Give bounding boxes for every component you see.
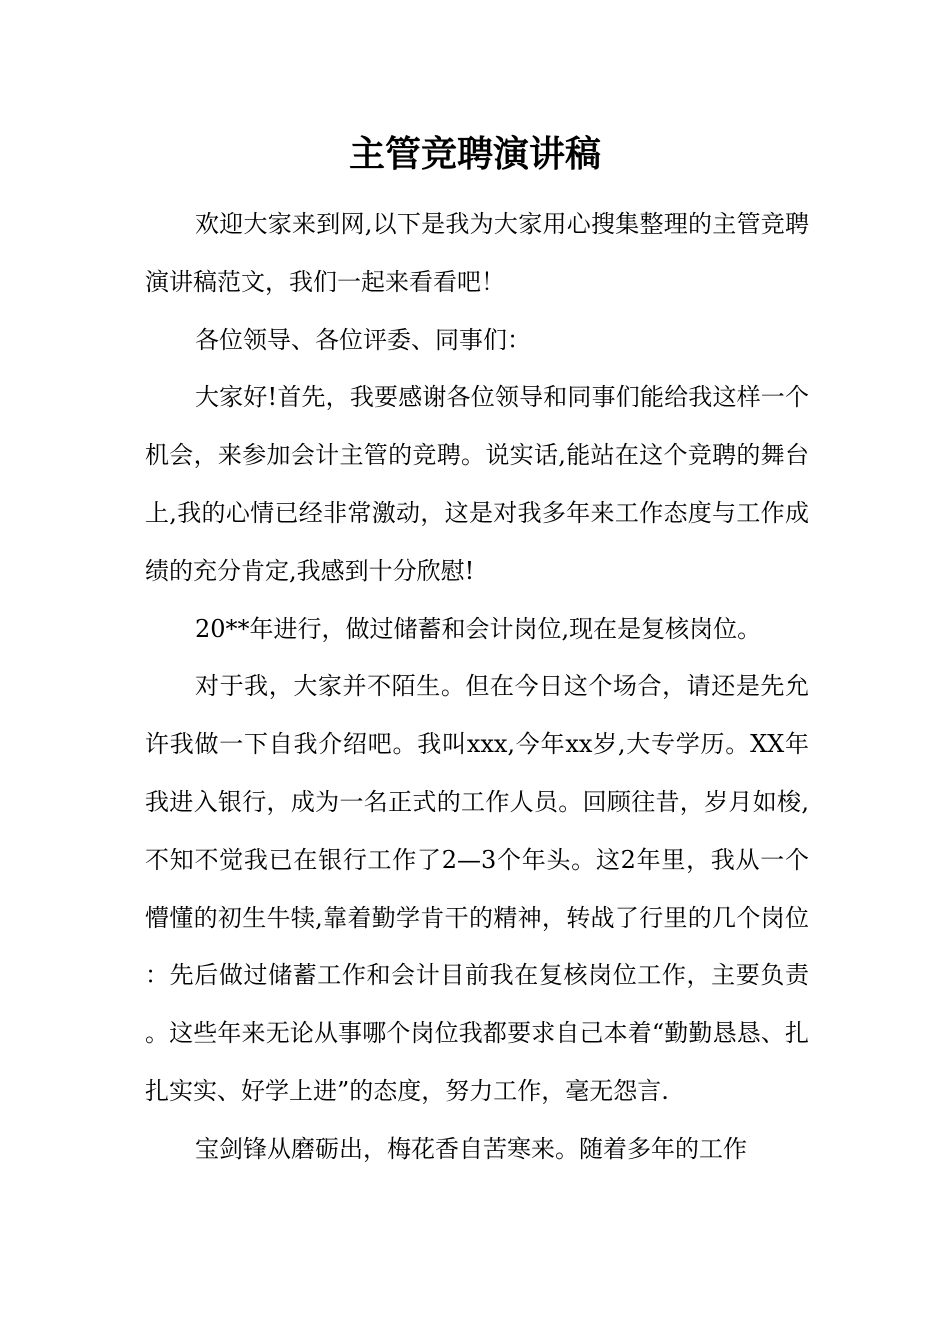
- document-title: 主管竞聘演讲稿: [348, 133, 601, 175]
- paragraph-proverb: 宝剑锋从磨砺出，梅花香自苦寒来。随着多年的工作: [195, 1134, 747, 1163]
- paragraph-position: 20**年进行，做过储蓄和会计岗位,现在是复核岗位。: [195, 614, 762, 643]
- paragraph-salutation: 各位领导、各位评委、同事们：: [195, 325, 531, 354]
- paragraph-greeting: 大家好!首先，我要感谢各位领导和同事们能给我这样一个机会，来参加会计主管的竞聘。说实话,能站在这个竞聘的舞台上,我的心情已经非常激动，这是对我多年来工作态度与工作成绩的充分肯定,我感到十分欣慰!: [145, 383, 809, 585]
- document-body: [145, 196, 809, 1179]
- paragraph-welcome: 欢迎大家来到网,以下是我为大家用心搜集整理的主管竞聘演讲稿范文，我们一起来看看吧！: [145, 210, 809, 296]
- paragraph-self-introduction: 对于我，大家并不陌生。但在今日这个场合，请还是先允许我做一下自我介绍吧。我叫xxx,今年xx岁,大专学历。XX年我进入银行，成为一名正式的工作人员。回顾往昔，岁月如梭,不知不觉我已在银行工作了2—3个年头。这2年里，我从一个懵懂的初生牛犊,靠着勤学肯干的精神，转战了行里的几个岗位：先后做过储蓄工作和会计目前我在复核岗位工作，主要负责。这些年来无论从事哪个岗位我都要求自己本着“勤勤恳恳、扎扎实实、好学上进”的态度，努力工作，毫无怨言.: [145, 672, 809, 1105]
